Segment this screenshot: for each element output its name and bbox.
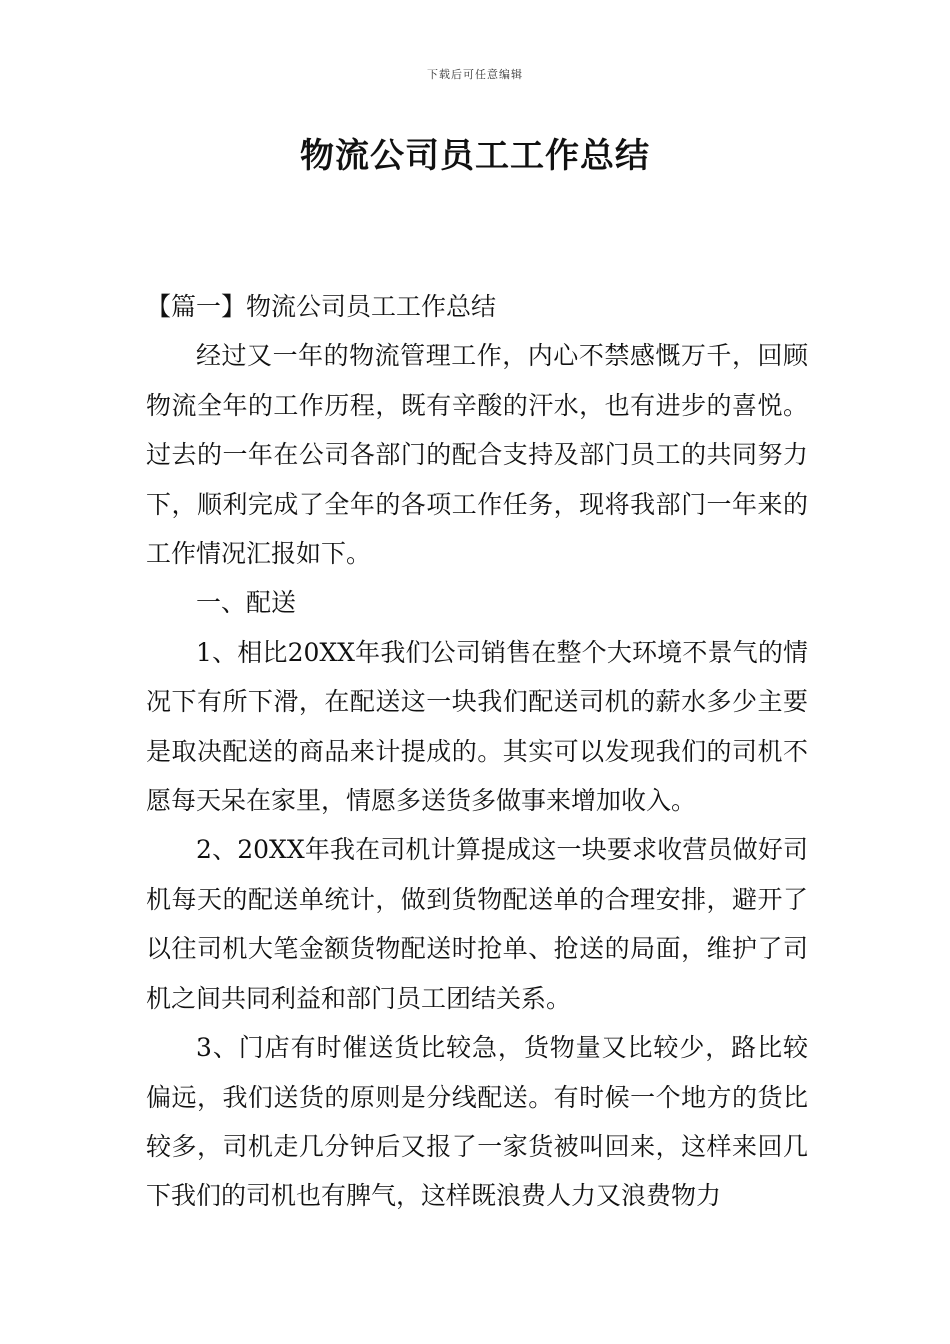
paragraph-intro: 经过又一年的物流管理工作，内心不禁感慨万千，回顾物流全年的工作历程，既有辛酸的汗水，也有进步的喜悦。过去的一年在公司各部门的配合支持及部门员工的共同努力下，顺利完成了全年的各项工作任务，现将我部门一年来的工作情况汇报如下。 (146, 341, 808, 569)
paragraph-item-3: 3、门店有时催送货比较急，货物量又比较少，路比较偏远，我们送货的原则是分线配送。有时候一个地方的货比较多，司机走几分钟后又报了一家货被叫回来，这样来回几下我们的司机也有脾气，这样既浪费人力又浪费物力 (146, 1033, 808, 1211)
paragraph-item-1: 1、相比20XX年我们公司销售在整个大环境不景气的情况下有所下滑，在配送这一块我们配送司机的薪水多少主要是取决配送的商品来计提成的。其实可以发现我们的司机不愿每天呆在家里，情愿多送货多做事来增加收入。 (146, 637, 808, 816)
subheading-delivery: 一、配送 (196, 588, 297, 618)
document-title: 物流公司员工工作总结 (300, 136, 650, 176)
header-note: 下载后可任意编辑 (427, 68, 523, 81)
document-body (146, 282, 808, 1221)
paragraph-item-2: 2、20XX年我在司机计算提成这一块要求收营员做好司机每天的配送单统计，做到货物配送单的合理安排，避开了以往司机大笔金额货物配送时抢单、抢送的局面，维护了司机之间共同利益和部门员工团结关系。 (146, 835, 808, 1013)
section-heading: 【篇一】物流公司员工工作总结 (146, 292, 497, 321)
